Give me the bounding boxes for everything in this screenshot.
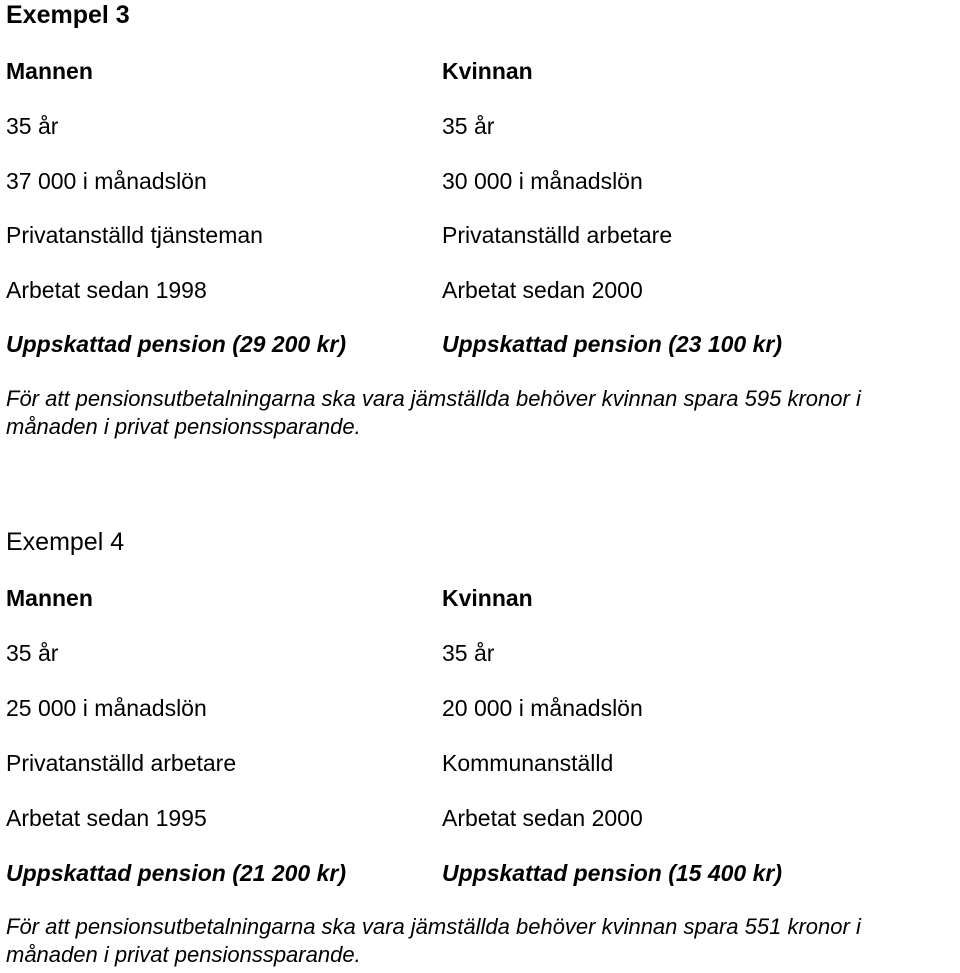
ex3-woman-job: Privatanställd arbetare	[442, 222, 673, 248]
ex4-woman-since: Arbetat sedan 2000	[442, 805, 643, 831]
ex3-woman-pension: Uppskattad pension (23 100 kr)	[442, 331, 782, 357]
ex4-woman-header: Kvinnan	[442, 585, 533, 611]
ex3-man-job: Privatanställd tjänsteman	[6, 222, 263, 248]
ex3-woman-salary: 30 000 i månadslön	[442, 168, 643, 194]
ex3-man-salary: 37 000 i månadslön	[6, 168, 207, 194]
example-4-title: Exempel 4	[6, 528, 125, 556]
ex3-man-pension: Uppskattad pension (29 200 kr)	[6, 331, 346, 357]
ex4-woman-age: 35 år	[442, 640, 495, 666]
ex3-man-header: Mannen	[6, 58, 93, 84]
ex3-note: För att pensionsutbetalningarna ska vara jämställda behöver kvinnan spara 595 kronor i månaden i privat pensionssparande.	[6, 386, 861, 439]
ex4-woman-job: Kommunanställd	[442, 750, 614, 776]
ex4-man-job: Privatanställd arbetare	[6, 750, 237, 776]
ex4-man-pension: Uppskattad pension (21 200 kr)	[6, 860, 346, 886]
ex4-woman-pension: Uppskattad pension (15 400 kr)	[442, 860, 782, 886]
ex3-man-age: 35 år	[6, 113, 59, 139]
example-3-title: Exempel 3	[6, 1, 130, 29]
ex4-man-age: 35 år	[6, 640, 59, 666]
ex3-woman-header: Kvinnan	[442, 58, 533, 84]
ex3-man-since: Arbetat sedan 1998	[6, 277, 207, 303]
ex4-man-since: Arbetat sedan 1995	[6, 805, 207, 831]
ex3-woman-since: Arbetat sedan 2000	[442, 277, 643, 303]
ex4-note: För att pensionsutbetalningarna ska vara jämställda behöver kvinnan spara 551 kronor i månaden i privat pensionssparande.	[6, 914, 861, 967]
ex3-woman-age: 35 år	[442, 113, 495, 139]
ex4-woman-salary: 20 000 i månadslön	[442, 695, 643, 721]
ex4-man-salary: 25 000 i månadslön	[6, 695, 207, 721]
ex4-man-header: Mannen	[6, 585, 93, 611]
